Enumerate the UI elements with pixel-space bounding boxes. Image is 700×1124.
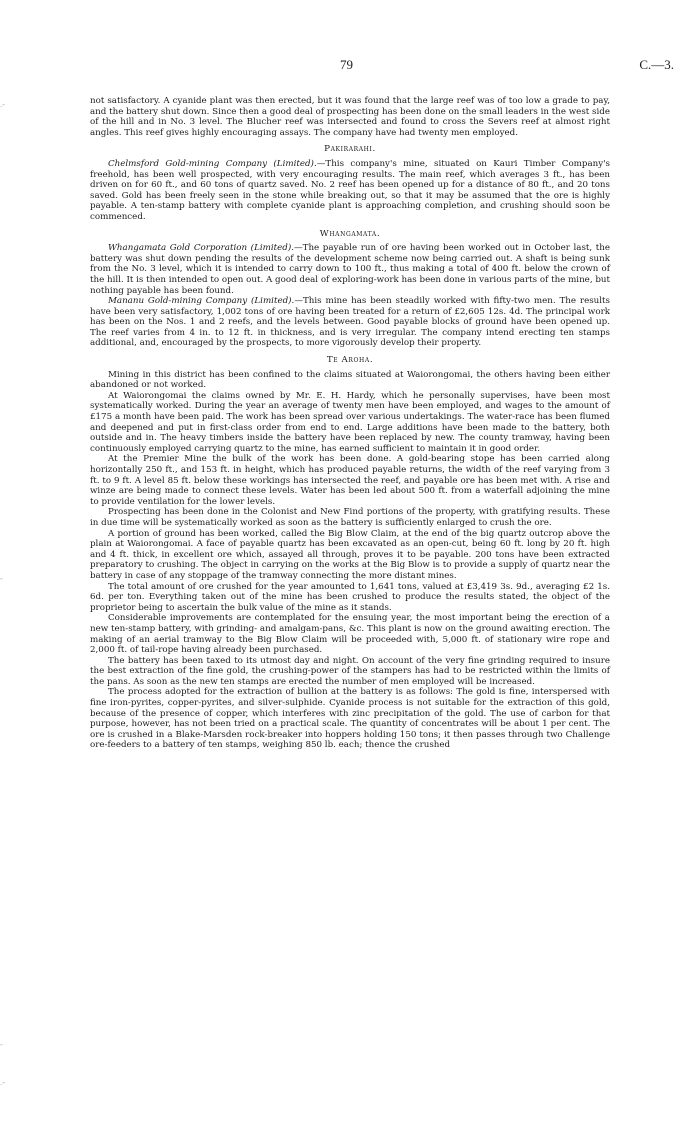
paragraph-text: The process adopted for the extraction of bullion at the battery is as follows: The gold is fine, interspersed with fine iron-pyrites, copper-pyrites, and silver-sulphide. Cyanide process is not suitable for the extraction of this gold, because of the presence of copper, which interferes with zinc precipitation of the gold. The use of carbon for that purpose, however, has not been tried on a practical scale. The quantity of concentrates will be about 1 per cent. The ore is crushed in a Blake-Marsden rock-breaker into hoppers holding 150 tons; it then passes through two Challenge ore-feeders to a battery of ten stamps, weighing 850 lb. each; thence the crushed: [90, 687, 610, 751]
section-heading: Te Aroha.: [326, 355, 374, 366]
paragraph-text: Considerable improvements are contemplated for the ensuing year, the most important being the erection of a new ten-stamp battery, with grinding- and amalgam-pans, &c. This plant is now on the ground awaiting erection. The making of an aerial tramway to the Big Blow Claim will be proceeded with, 5,000 ft. of stationary wire rope and 2,000 ft. of tail-rope having already been purchased.: [90, 613, 610, 656]
paragraph: [90, 582, 610, 614]
paragraph-text: A portion of ground has been worked, called the Big Blow Claim, at the end of the big quartz outcrop above the plain at Waiorongomai. A face of payable quartz has been excavated as an open-cut, being 60 ft. long by 20 ft. high and 4 ft. thick, in excellent ore which, assayed all through, proves it to be payable. 200 tons have been extracted preparatory to crushing. The object in carrying on the works at the Big Blow is to provide a supply of quartz near the battery in case of any stoppage of the tramway connecting the more distant mines.: [90, 528, 610, 581]
company-name: Whangamata Gold Corporation (Limited).: [108, 243, 294, 254]
paragraph: [90, 687, 610, 751]
margin-mark: -: [0, 1040, 3, 1049]
margin-mark: .-: [0, 1078, 5, 1087]
paragraph-text: At the Premier Mine the bulk of the work has been done. A gold-bearing stope has been carried along horizontally 250 ft., and 153 ft. in height, which has produced payable returns, the width of the reef varying from 3 ft. to 9 ft. A level 85 ft. below these workings has intersected the reef, and payable ore has been met with. A rise and winze are being made to connect these levels. Water has been led about 500 ft. from a waterfall adjoining the mine to provide ventilation for the lower levels.: [90, 454, 610, 507]
paragraph-text: not satisfactory. A cyanide plant was then erected, but it was found that the large reef was of too low a grade to pay, and the battery shut down. Since then a good deal of prospecting has been done on the small leaders in the west side of the hill and in No. 3 level. The Blucher reef was intersected and found to cross the Severs reef at almost right angles. This reef gives highly encouraging assays. The company have had twenty men employed.: [90, 96, 610, 138]
paragraph: [90, 296, 610, 349]
paragraph: [90, 96, 610, 138]
paragraph-text: The battery has been taxed to its utmost day and night. On account of the very fine grinding required to insure the best extraction of the fine gold, the crushing-power of the stampers has had to be restricted within the limits of the pans. As soon as the new ten stamps are erected the number of men employed will be increased.: [90, 655, 610, 687]
paragraph-text: At Waiorongomai the claims owned by Mr. E. H. Hardy, which he personally supervises, have been most systematically worked. During the year an average of twenty men have been employed, and wages to the amount of £175 a month have been paid. The work has been spread over various undertakings. The water-race has been flumed and deepened and put in first-class order from end to end. Large additions have been made to the battery, both outside and in. The heavy timbers inside the battery have been replaced by new. The county tramway, having been continuously employed carrying quartz to the mine, has earned sufficient to maintain it in good order.: [90, 390, 610, 454]
company-name: Mananu Gold-mining Company (Limited).: [108, 296, 295, 307]
paragraph: [90, 391, 610, 455]
paragraph-text: Prospecting has been done in the Colonist and New Find portions of the property, with gratifying results. These in due time will be systematically worked as soon as the battery is sufficiently enlarged to crush the ore.: [90, 507, 610, 528]
section-heading: Pakirarahi.: [324, 144, 376, 155]
paragraph: [90, 159, 610, 223]
margin-mark: -: [0, 574, 3, 583]
page-header: [0, 57, 700, 80]
paragraph-text: —This company's mine, situated on Kauri Timber Company's freehold, has been well prospected, with very encouraging results. The main reef, which averages 3 ft., has been driven on for 60 ft., and 60 tons of quartz saved. No. 2 reef has been opened up for a distance of 80 ft., and 20 tons saved. Gold has been freely seen in the stone while breaking out, so that it may be assumed that the ore is highly payable. A ten-stamp battery with complete cyanide plant is approaching completion, and crushing should soon be commenced.: [90, 158, 611, 222]
paragraph-text: Mining in this district has been confined to the claims situated at Waiorongomai, the others having been either abandoned or not worked.: [90, 369, 610, 391]
paragraph: [90, 454, 610, 507]
paragraph: [90, 243, 610, 296]
paragraph: [90, 370, 610, 391]
page-number: 79: [340, 57, 353, 72]
body-text: [90, 96, 610, 751]
paragraph-text: —The payable run of ore having been worked out in October last, the battery was shut down pending the results of the development scheme now being carried out. A shaft is being sunk from the No. 3 level, which it is intended to carry down to 100 ft., thus making a total of 400 ft. below the crown of the hill. It is then intended to open out. A good deal of exploring-work has been done in various parts of the mine, but nothing payable has been found.: [90, 243, 610, 296]
paragraph: [90, 507, 610, 528]
paragraph: [90, 656, 610, 688]
paragraph: [90, 613, 610, 655]
margin-mark: .-: [0, 100, 5, 109]
company-name: Chelmsford Gold-mining Company (Limited).: [108, 158, 317, 169]
paragraph: [90, 529, 610, 582]
section-heading: Whangamata.: [319, 228, 381, 239]
paragraph-text: —This mine has been steadily worked with fifty-two men. The results have been very satisfactory, 1,002 tons of ore having been treated for a return of £2,605 12s. 4d. The principal work has been on the Nos. 1 and 2 reefs, and the levels between. Good payable blocks of ground have been opened up. The reef varies from 4 in. to 12 ft. in thickness, and is very irregular. The company intend erecting ten stamps additional, and, encouraged by the prospects, to more vigorously develop their property.: [90, 296, 610, 349]
paragraph-text: The total amount of ore crushed for the year amounted to 1,641 tons, valued at £3,419 3s. 9d., averaging £2 1s. 6d. per ton. Everything taken out of the mine has been crushed to produce the results stated, the object of the proprietor being to ascertain the bulk value of the mine as it stands.: [90, 581, 610, 613]
document-reference: C.—3.: [639, 57, 674, 72]
